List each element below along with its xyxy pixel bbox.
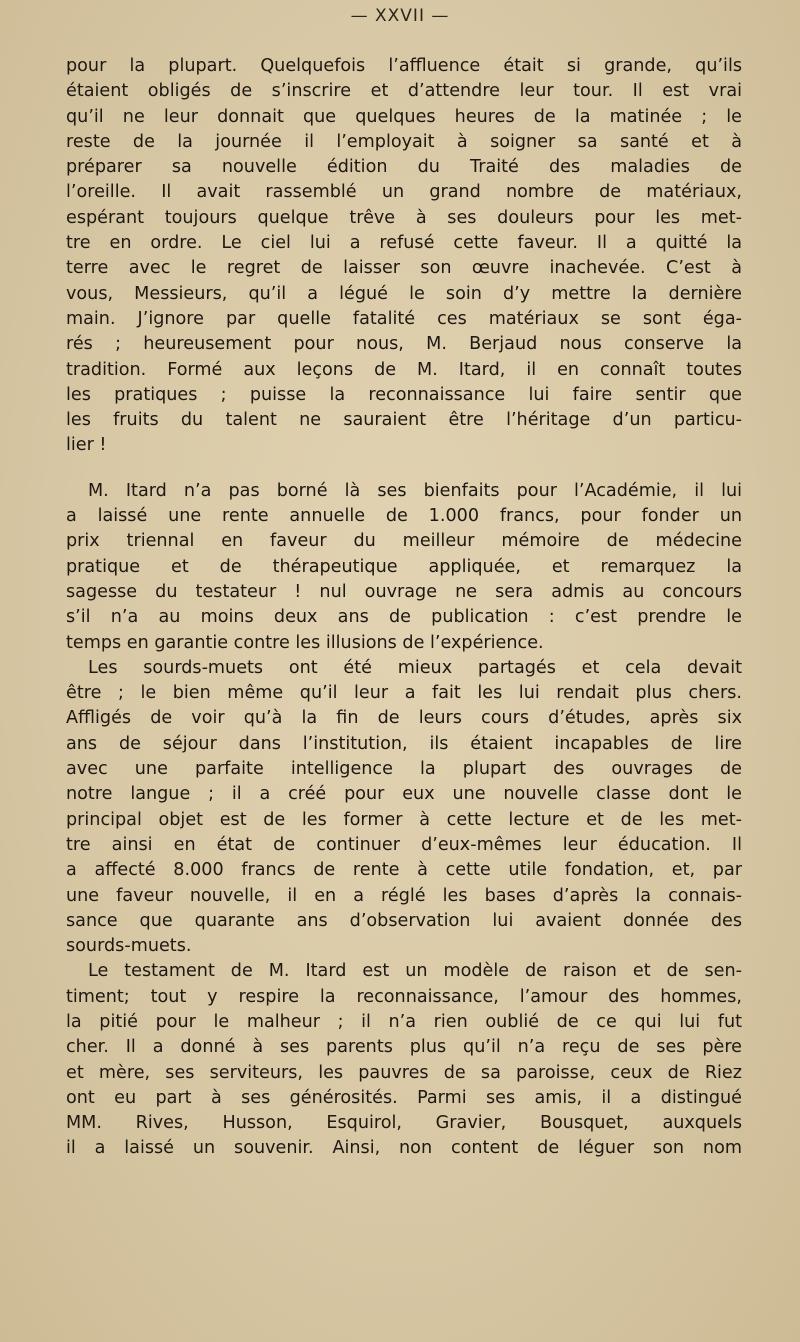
text-line: rés ; heureusement pour nous, M. Berjaud nous conserve la — [66, 334, 742, 355]
text-line: notre langue ; il a créé pour eux une nouvelle classe dont le — [66, 784, 742, 805]
paragraph-1 — [66, 54, 742, 459]
text-line: s’il n’a au moins deux ans de publication : c’est prendre le — [66, 607, 742, 628]
text-line: pratique et de thérapeutique appliquée, et remarquez la — [66, 556, 742, 577]
text-line: tradition. Formé aux leçons de M. Itard, il en connaît toutes — [66, 359, 742, 380]
text-line: lier ! — [66, 435, 107, 456]
text-line: Les sourds-muets ont été mieux partagés et cela devait — [88, 657, 742, 678]
text-line: une faveur nouvelle, il en a réglé les bases d’après la connais- — [66, 885, 742, 906]
text-line: cher. Il a donné à ses parents plus qu’il n’a reçu de ses père — [66, 1037, 742, 1058]
text-line: a laissé une rente annuelle de 1.000 francs, pour fonder un — [66, 506, 742, 527]
text-line: l’oreille. Il avait rassemblé un grand nombre de matériaux, — [66, 182, 742, 203]
text-line: temps en garantie contre les illusions de l’expérience. — [66, 632, 544, 653]
text-line: vous, Messieurs, qu’il a légué le soin d’y mettre la dernière — [66, 283, 742, 304]
text-line: sourds-muets. — [66, 936, 192, 957]
text-line: M. Itard n’a pas borné là ses bienfaits pour l’Académie, il lui — [88, 480, 742, 501]
text-line: tre en ordre. Le ciel lui a refusé cette faveur. Il a quitté la — [66, 233, 742, 254]
text-line: les pratiques ; puisse la reconnaissance lui faire sentir que — [66, 384, 742, 405]
text-line: sagesse du testateur ! nul ouvrage ne sera admis au concours — [66, 581, 742, 602]
text-line: il a laissé un souvenir. Ainsi, non content de léguer son nom — [66, 1138, 742, 1159]
text-line: terre avec le regret de laisser son œuvre inachevée. C’est à — [66, 258, 742, 279]
page-body — [66, 54, 742, 1162]
text-line: ont eu part à ses générosités. Parmi ses amis, il a distingué — [66, 1087, 742, 1108]
text-line: étaient obligés de s’inscrire et d’attendre leur tour. Il est vrai — [66, 81, 742, 102]
text-line: MM. Rives, Husson, Esquirol, Gravier, Bousquet, auxquels — [66, 1113, 742, 1134]
text-line: a affecté 8.000 francs de rente à cette utile fondation, et, par — [66, 860, 742, 881]
text-line: sance que quarante ans d’observation lui avaient donnée des — [66, 910, 742, 931]
page-number-header: — XXVII — — [350, 6, 450, 26]
paragraph-3 — [66, 656, 742, 960]
text-line: les fruits du talent ne sauraient être l’héritage d’un particu- — [66, 410, 742, 431]
paragraph-4 — [66, 959, 742, 1161]
text-line: tre ainsi en état de continuer d’eux-mêmes leur éducation. Il — [66, 834, 742, 855]
text-line: ans de séjour dans l’institution, ils étaient incapables de lire — [66, 733, 742, 754]
text-line: pour la plupart. Quelquefois l’affluence était si grande, qu’ils — [66, 56, 742, 76]
text-line: principal objet est de les former à cette lecture et de les met- — [66, 809, 742, 830]
text-line: préparer sa nouvelle édition du Traité des maladies de — [66, 157, 742, 178]
text-line: être ; le bien même qu’il leur a fait les lui rendait plus chers. — [66, 683, 742, 704]
text-line: main. J’ignore par quelle fatalité ces matériaux se sont éga- — [66, 308, 742, 329]
text-line: espérant toujours quelque trêve à ses douleurs pour les met- — [66, 207, 742, 228]
text-line: timent; tout y respire la reconnaissance, l’amour des hommes, — [66, 986, 742, 1007]
text-line: Le testament de M. Itard est un modèle de raison et de sen- — [88, 961, 742, 982]
paragraph-2 — [66, 479, 742, 656]
text-line: la pitié pour le malheur ; il n’a rien oublié de ce qui lui fut — [66, 1011, 742, 1032]
paragraph-gap — [66, 459, 742, 479]
text-line: et mère, ses serviteurs, les pauvres de sa paroisse, ceux de Riez — [66, 1062, 742, 1083]
text-line: avec une parfaite intelligence la plupart des ouvrages de — [66, 759, 742, 780]
text-line: Affligés de voir qu’à la fin de leurs cours d’études, après six — [66, 708, 742, 729]
text-line: prix triennal en faveur du meilleur mémoire de médecine — [66, 531, 742, 552]
text-line: qu’il ne leur donnait que quelques heures de la matinée ; le — [66, 106, 742, 127]
text-line: reste de la journée il l’employait à soigner sa santé et à — [66, 131, 742, 152]
